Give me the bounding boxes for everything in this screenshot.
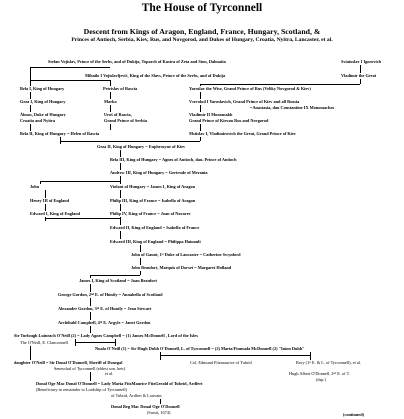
connector-line	[45, 204, 46, 211]
connector-line	[110, 92, 111, 99]
page-title: The House of Tyrconnell	[141, 2, 263, 14]
entry-anastasia: =Anastasia, dau Constantine IX Monomachos	[250, 105, 335, 110]
subtitle-line-2: Princes of Antioch, Serbia, Kiev, Rus, and Novgorod, and Dukes of Hungary, Croatia, Nyitra, Lancaster, et al.	[71, 37, 333, 43]
connector-line	[200, 124, 201, 131]
entry-hugh-albert: Hugh Albert O'Donnell, 2ⁿᵈ E. of T.	[289, 371, 350, 376]
connector-line	[30, 105, 31, 112]
entry-geza2: Geza II, King of Hungary = Euphrosyne of Kiev	[97, 144, 186, 149]
entry-marko: Marko	[104, 99, 117, 104]
entry-nuala: Nuala O'Neill (1) = Sir Hugh Dubh O'Donnell, L. of Tyrconnell = (2) Maria/Finnuala McDonnell (2) "Inion Dubh"	[95, 346, 305, 351]
entry-edward1: Edward I, King of England	[30, 211, 81, 216]
connector-line	[30, 92, 31, 99]
connector-line	[110, 105, 111, 112]
connector-line	[140, 258, 141, 265]
entry-james1: James I, King of Scotland = Joan Beaufort	[79, 278, 157, 283]
connector-line	[120, 190, 121, 198]
entry-john-gaunt: John of Gaunt, 1ˢᵗ Duke of Lancaster = Catherine Swynford	[131, 252, 241, 257]
connector-line	[360, 65, 361, 73]
entry-vladimir-mono-2: Grand Prince of Kievan Rus and Novgorod	[189, 118, 269, 123]
connector-line	[110, 124, 111, 130]
entry-donal-beg: Donal Beg Mac Donal Oge O'Donnell	[111, 404, 180, 409]
entry-dsp: (dsp.)	[316, 377, 326, 382]
entry-philip4: Philip IV, King of France = Joan of Navarre	[110, 211, 191, 216]
entry-violant: Violant of Hungary = James I, King of Aragon	[110, 184, 196, 189]
entry-turlough: Sir Turlough Luineach O'Neill (2) = Lady Agnes Campbell = (1) James McDonnell , Lord of the Isles	[14, 333, 198, 338]
connector-line	[45, 190, 46, 198]
entry-ediamund: Col. Edmund Fitzmaurice of Tubrid	[190, 360, 252, 365]
connector-line	[90, 312, 91, 320]
entry-mstislav: Mstislav I, Vladimirovich the Great, Grand Prince of Kiev	[189, 131, 296, 136]
entry-donal-oge: Donal Oge Mac Donal O'Donnell = Lady Maria FitzMaurice FitzGerald of Tubrid, Ardfert	[36, 381, 203, 386]
entry-oneill-clanconnell: The O'Neill, E. Clanconnell	[20, 340, 68, 345]
entry-vladimir-mono: Vladimir II Monomakh	[189, 112, 233, 117]
entry-vsevolod: Vsevolod I Yaroslavich, Grand Prince of Kiev and all Russia	[189, 99, 300, 104]
entry-mihailo: Mihailo I Vojislavljević, King of the Slavs, Prince of the Serbs, and of Dukija	[85, 73, 226, 78]
entry-alexander-gordon: Alexander Gordon, 3ʳᵈ E. of Huntly = Jean Stewart	[58, 306, 152, 311]
entry-philip3: Philip III, King of France = Isabella of Aragon	[110, 198, 196, 203]
entry-bela2: Bela II, King of Hungary = Helen of Rascia	[20, 131, 100, 136]
entry-almos-2: Croatia and Nyitra	[20, 118, 56, 123]
entry-uros-2: Grand Prince of Serbia	[104, 118, 147, 123]
connector-line	[60, 141, 200, 142]
entry-edward2: Edward II, King of England = Isabella of France	[110, 225, 200, 230]
connector-line	[160, 352, 161, 360]
connector-line	[40, 181, 41, 184]
connector-line	[30, 80, 110, 81]
entry-uros: Uroš of Rascia,	[104, 112, 132, 117]
connector-line	[90, 326, 91, 333]
connector-line	[30, 124, 31, 131]
entry-sviatoslav: Sviatoslav I Igorovich	[341, 59, 382, 64]
connector-line	[110, 80, 111, 86]
connector-line	[120, 204, 121, 211]
entry-bela1: Bela I, King of Hungary	[20, 86, 65, 91]
connector-line	[45, 217, 46, 221]
connector-line	[160, 355, 310, 356]
connector-line	[200, 137, 201, 141]
entry-beneficiary: (Beneficiary in remainder to Lordship of Tyrconnell)	[36, 387, 128, 392]
connector-line	[120, 163, 121, 170]
connector-line	[30, 67, 31, 86]
connector-line	[45, 218, 120, 219]
subtitle-line-1: Descent from Kings of Aragon, England, France, Hungary, Scotland, &	[83, 27, 321, 36]
entry-vladimir-great: Vladimir the Great	[341, 73, 377, 78]
connector-line	[140, 271, 141, 275]
connector-line	[360, 79, 361, 84]
entry-rory: Rory (1ˢᵗ E. & L. of Tyrconnell), et al.	[296, 360, 362, 365]
entry-henry3: Henry III of England	[30, 198, 70, 203]
entry-john: John	[30, 184, 40, 189]
entry-daughter: daughter O'Neill = Sir Donal O'Donnell, Sheriff of Donegal	[14, 360, 123, 365]
entry-archibald: Archibald Campbell, 4ᵗʰ E. Argyle = Janet Gordon	[58, 320, 151, 325]
connector-line	[115, 339, 116, 346]
entry-almos: Álmos, Duke of Hungary	[20, 112, 66, 117]
connector-line	[90, 284, 91, 292]
entry-petrislav: Petrislav of Rascia	[103, 86, 138, 91]
connector-line	[200, 84, 201, 86]
connector-line	[160, 399, 161, 404]
connector-line	[140, 245, 141, 252]
connector-line	[30, 67, 110, 68]
entry-tubrid: of Tubrid, Ardfert & Louvain	[111, 393, 162, 398]
entry-john-beaufort: John Beaufort, Marquis of Dorset = Margaret Holland	[131, 265, 232, 270]
connector-line	[90, 372, 91, 381]
connector-line	[30, 346, 31, 360]
entry-edward3: Edward III, King of England = Philippa Hainault	[110, 239, 201, 244]
connector-line	[200, 84, 360, 85]
connector-line	[200, 105, 201, 112]
connector-line	[120, 231, 121, 239]
entry-continued: (continued)	[343, 412, 365, 417]
connector-line	[120, 150, 121, 157]
connector-line	[310, 352, 311, 360]
connector-line	[90, 275, 91, 278]
entry-bela3: Bela III, King of Hungary = Agnes of Antioch, dau. Prince of Antioch	[110, 157, 237, 162]
entry-geza1: Geza I, King of Hungary	[20, 99, 66, 104]
connector-line	[200, 92, 201, 99]
entry-george-gordon: George Gordon, 2ⁿᵈ E. of Huntly = Annabella of Scotland	[58, 292, 163, 297]
connector-line	[120, 217, 121, 225]
connector-line	[90, 298, 91, 306]
connector-line	[90, 275, 140, 276]
entry-seneschal: Seneschal of Tyrconnell (eldest son, heir)	[54, 366, 126, 371]
entry-yaroslav: Yaroslav the Wise, Grand Prince of Rus (Veliky Novgorod & Kiev)	[189, 86, 311, 91]
connector-line	[40, 181, 120, 182]
entry-andrew2: Andrew III, King of Hungary = Gertrude of Merania	[110, 170, 208, 175]
entry-sarsit: (Sarsit, 1674)	[147, 410, 171, 415]
entry-etal: et al.	[105, 371, 114, 376]
entry-stefan: Stefan Vojislav, Prince of the Serbs, and of Dukija, Toparch of Kastra of Zeta and Ston, Dalmatia	[48, 59, 226, 64]
connector-line	[120, 176, 121, 184]
connector-line	[75, 342, 115, 343]
